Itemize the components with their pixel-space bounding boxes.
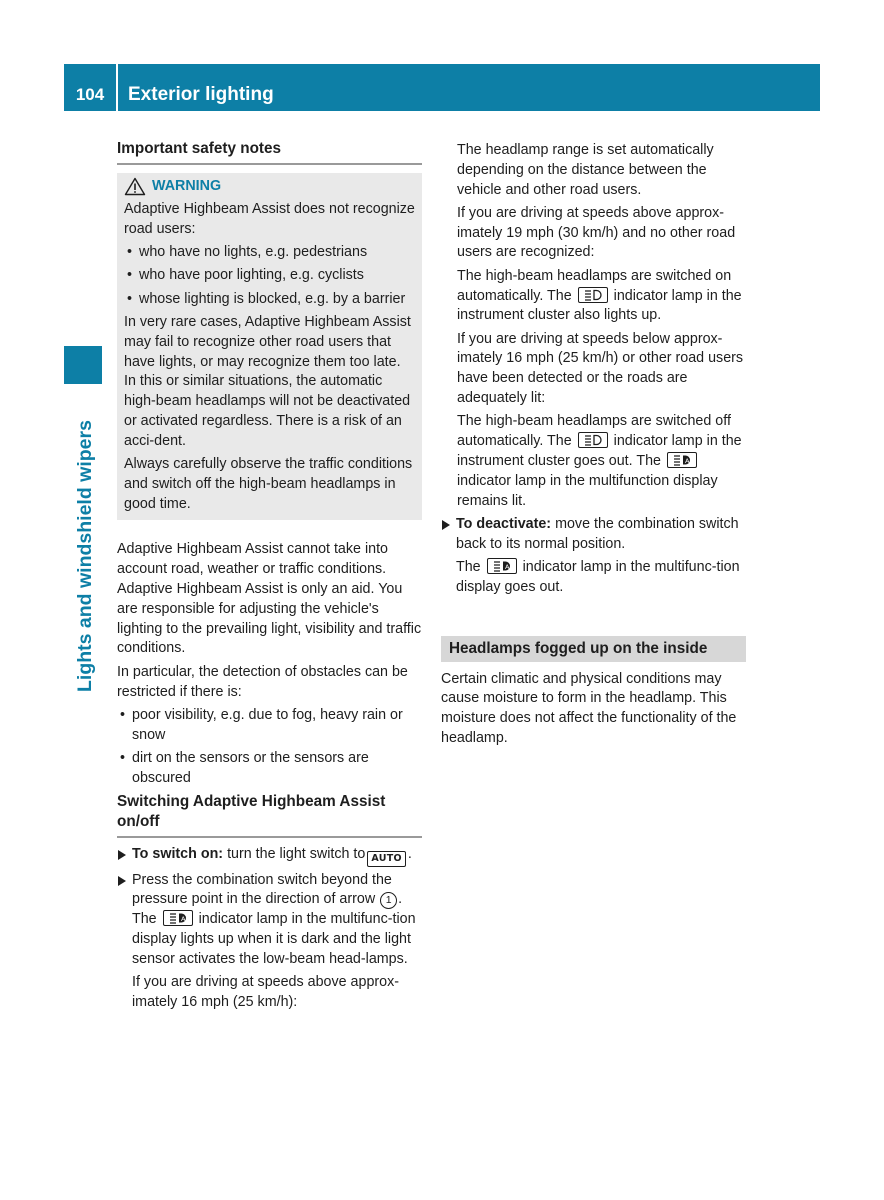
step-label: To switch on:: [132, 846, 224, 863]
auto-switch-icon: AUTO: [367, 851, 406, 867]
page-number: 104: [75, 85, 105, 104]
warning-label: WARNING: [152, 178, 222, 194]
text-fragment: indicator lamp in the instrument cluster also lights up.: [457, 287, 742, 324]
body-paragraph: Adaptive Highbeam Assist cannot take into account road, weather or traffic conditions. Adaptive Highbeam Assist is only an aid. You are responsible for adjusting the vehicle's lighting to the prevailing light, visibility and traffic conditions.: [117, 541, 422, 657]
list-item: • who have no lights, e.g. pedestrians: [124, 243, 415, 263]
adaptive-highbeam-assist-icon: [667, 452, 697, 468]
continued-step-block: [441, 141, 748, 511]
step-deactivate: [441, 515, 748, 598]
warning-box: [117, 173, 422, 520]
text-fragment: indicator lamp in the multifunction display remains lit.: [457, 472, 718, 509]
step-switch-on: [117, 845, 422, 867]
warning-bullet-list: [124, 243, 415, 309]
body-paragraph: In particular, the detection of obstacles can be restricted if there is:: [117, 663, 408, 700]
step-text: move the combination switch back to its normal position.: [456, 515, 739, 552]
section-title: Exterior lighting: [128, 84, 274, 105]
step-press-switch: [117, 871, 422, 1013]
body-paragraph: [457, 267, 748, 326]
svg-text:A: A: [180, 915, 186, 924]
warning-intro: Adaptive Highbeam Assist does not recognize road users:: [124, 201, 415, 237]
text-fragment: The high-beam headlamps are switched on automatically. The: [457, 267, 732, 304]
svg-text:A: A: [504, 562, 510, 571]
step-text: The: [132, 911, 157, 928]
text-fragment: The high-beam headlamps are switched off automatically. The: [457, 413, 731, 450]
step-subtext: [456, 558, 748, 598]
chapter-tab-marker: [64, 346, 102, 384]
step-text: indicator lamp in the multifunc-tion display lights up when it is dark and the light sensor activates the low-beam head-lamps.: [132, 911, 416, 967]
step-arrow-icon: [442, 520, 450, 530]
conditions-bullet-list: [117, 706, 422, 789]
adaptive-highbeam-assist-icon: [487, 558, 517, 574]
high-beam-indicator-icon: [578, 432, 608, 448]
warning-triangle-icon: [124, 177, 146, 196]
safety-notes-heading: Important safety notes: [117, 139, 422, 165]
warning-title: [124, 176, 415, 196]
step-arrow-icon: [118, 850, 126, 860]
high-beam-indicator-icon: [578, 287, 608, 303]
fogged-headlamps-heading: Headlamps fogged up on the inside: [441, 636, 746, 662]
step-subtext: If you are driving at speeds above approx-imately 16 mph (25 km/h):: [132, 974, 400, 1010]
list-item: • poor visibility, e.g. due to fog, heavy rain or snow: [117, 706, 422, 746]
text-fragment: The: [456, 558, 481, 575]
step-label: To deactivate:: [456, 515, 552, 532]
list-item: • whose lighting is blocked, e.g. by a barrier: [124, 290, 415, 310]
step-end: .: [407, 846, 412, 863]
svg-text:A: A: [684, 456, 690, 465]
deactivate-steps: [441, 515, 748, 598]
step-text: turn the light switch to: [227, 846, 366, 863]
warning-paragraph: Always carefully observe the traffic conditions and switch off the high-beam headlamps in good time.: [124, 456, 413, 512]
switching-steps: [117, 845, 422, 1013]
right-column: [441, 141, 748, 752]
warning-paragraph: In very rare cases, Adaptive Highbeam Assist may fail to recognize other road users that have lights, or may recognize them too late. In this or similar situations, the automatic high-beam headlamps will not be deactivated or activated regardless. There is a risk of an acci-dent.: [124, 313, 411, 449]
text-fragment: indicator lamp in the instrument cluster goes out. The: [457, 433, 742, 469]
body-paragraph: Certain climatic and physical conditions may cause moisture to form in the headlamp. This moisture does not affect the functionality of the headlamp.: [441, 670, 737, 746]
list-item: • who have poor lighting, e.g. cyclists: [124, 266, 415, 286]
body-paragraph: If you are driving at speeds above approx-imately 19 mph (30 km/h) and no other road users are recognized:: [457, 204, 736, 261]
left-column: [117, 139, 422, 1016]
body-paragraph: The headlamp range is set automatically depending on the distance between the vehicle and other road users.: [457, 142, 714, 198]
body-paragraph: If you are driving at speeds below approx-imately 16 mph (25 km/h) or other road users have been detected or the roads are adequately lit:: [457, 330, 744, 407]
switching-heading: Switching Adaptive Highbeam Assist on/off: [117, 792, 422, 838]
body-paragraph: [457, 412, 748, 511]
chapter-side-label: Lights and windshield wipers: [74, 420, 96, 692]
list-item: • dirt on the sensors or the sensors are obscured: [117, 749, 422, 789]
step-end: .: [398, 891, 403, 908]
adaptive-highbeam-assist-icon: [163, 910, 193, 926]
step-arrow-icon: [118, 876, 126, 886]
arrow-number-callout: 1: [380, 892, 397, 909]
step-text: Press the combination switch beyond the pressure point in the direction of arrow: [132, 871, 392, 908]
header-divider: [116, 64, 118, 111]
text-fragment: indicator lamp in the multifunc-tion display goes out.: [456, 558, 740, 595]
